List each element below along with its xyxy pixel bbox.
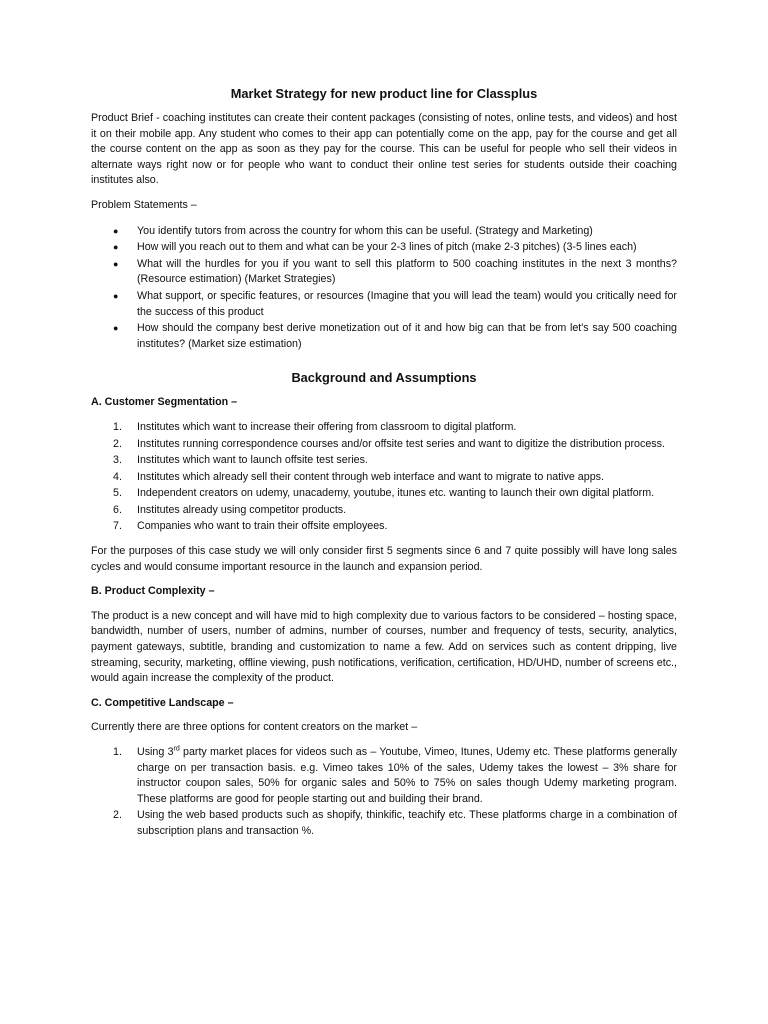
number-marker: 4. — [113, 470, 122, 483]
bullet-marker: ● — [113, 290, 119, 301]
number-marker: 2. — [113, 437, 122, 450]
customer-segmentation-label: A. Customer Segmentation – — [91, 396, 238, 409]
number-marker: 3. — [113, 454, 122, 467]
list-item — [91, 321, 677, 352]
list-item-text: Institutes already using competitor products. — [137, 503, 347, 516]
list-item — [91, 437, 677, 453]
number-marker: 2. — [113, 809, 122, 822]
list-item — [91, 289, 677, 320]
number-marker: 6. — [113, 503, 122, 516]
number-marker: 1. — [113, 420, 122, 433]
list-item-text: Institutes which want to launch offsite test series. — [137, 454, 368, 467]
list-item-text: Institutes which already sell their content through web interface and want to migrate to native apps. — [137, 470, 604, 483]
list-item — [91, 745, 677, 807]
competitive-landscape-label: C. Competitive Landscape – — [91, 696, 234, 709]
problem-statements-label: Problem Statements – — [91, 198, 197, 211]
list-item — [91, 486, 677, 502]
background-heading: Background and Assumptions — [291, 370, 477, 386]
segmentation-note: For the purposes of this case study we will only consider first 5 segments since 6 and 7 quite possibly will have long sales cycles and would consume important resource in the launch and expansion period. — [91, 545, 677, 573]
number-marker: 5. — [113, 487, 122, 500]
list-item — [91, 519, 677, 535]
list-item — [91, 470, 677, 486]
bullet-marker: ● — [113, 225, 119, 236]
problem-statements-list — [91, 224, 677, 353]
list-item-text: How will you reach out to them and what can be your 2-3 lines of pitch (make 2-3 pitches) (3-5 lines each) — [137, 241, 637, 254]
list-item-text-prefix: Using 3 — [137, 746, 174, 758]
document-title: Market Strategy for new product line for Classplus — [230, 86, 538, 101]
list-item — [91, 453, 677, 469]
bullet-marker: ● — [113, 323, 119, 334]
product-complexity-label: B. Product Complexity – — [91, 585, 215, 598]
competitive-options-list — [91, 745, 677, 840]
ordinal-superscript: rd — [173, 745, 180, 753]
product-complexity-text: The product is a new concept and will have mid to high complexity due to various factors to be considered – hosting space, bandwidth, number of users, number of admins, number of courses, number and frequency of tests, security, analytics, payment gateways, subtitle, branding and customization to name a few. Add on services such as content dripping, live streaming, security, marketing, offline viewing, push notifications, verification, certification, HD/UHD, number of screens etc., would again increase the complexity of the product. — [91, 609, 677, 685]
list-item — [91, 240, 677, 256]
customer-segmentation-list — [91, 420, 677, 535]
list-item — [91, 224, 677, 240]
number-marker: 7. — [113, 520, 122, 533]
list-item — [91, 420, 677, 436]
bullet-marker: ● — [113, 258, 119, 269]
list-item — [91, 257, 677, 288]
list-item-text: What will the hurdles for you if you want to sell this platform to 500 coaching institutes in the next 3 months? (Resource estimation) (Market Strategies) — [137, 257, 677, 286]
competitive-landscape-intro: Currently there are three options for content creators on the market – — [91, 721, 418, 734]
list-item — [91, 503, 677, 519]
product-brief: Product Brief - coaching institutes can create their content packages (consisting of notes, online tests, and videos) and host it on their mobile app. Any student who comes to their app can potentially come on the app, pay for the course and get all the course content on the app as soon as they pay for the course. This can be useful for people who sell their videos in alternate ways right now or for people who want to conduct their online test series for students outside their coaching institutes also. — [91, 112, 677, 187]
list-item-text: Independent creators on udemy, unacademy, youtube, itunes etc. wanting to launch their own digital platform. — [137, 487, 655, 500]
list-item-text: Institutes running correspondence courses and/or offsite test series and want to digitize the distribution process. — [137, 437, 665, 450]
number-marker: 1. — [113, 746, 122, 758]
list-item-text: You identify tutors from across the country for whom this can be useful. (Strategy and Marketing) — [137, 224, 593, 237]
list-item-text: Companies who want to train their offsite employees. — [137, 520, 388, 533]
bullet-marker: ● — [113, 242, 119, 253]
list-item — [91, 808, 677, 839]
list-item-text: Using the web based products such as shopify, thinkific, teachify etc. These platforms charge in a combination of subscription plans and transaction %. — [137, 809, 677, 837]
list-item-text: party market places for videos such as – Youtube, Vimeo, Itunes, Udemy etc. These platforms generally charge on per transaction basis. e.g. Vimeo takes 10% of the sales, Udemy takes the lowest – 3% share for instructor coupon sales, 50% for organic sales and 50% to 75% on sales though Udemy marketing program. These platforms are good for people starting out and building their brand. — [137, 746, 677, 805]
list-item-text: Institutes which want to increase their offering from classroom to digital platform. — [137, 420, 517, 433]
list-item-text: What support, or specific features, or resources (Imagine that you will lead the team) would you critically need for the success of this product — [137, 289, 677, 318]
list-item-text: How should the company best derive monetization out of it and how big can that be from let's say 500 coaching institutes? (Market size estimation) — [137, 322, 677, 350]
